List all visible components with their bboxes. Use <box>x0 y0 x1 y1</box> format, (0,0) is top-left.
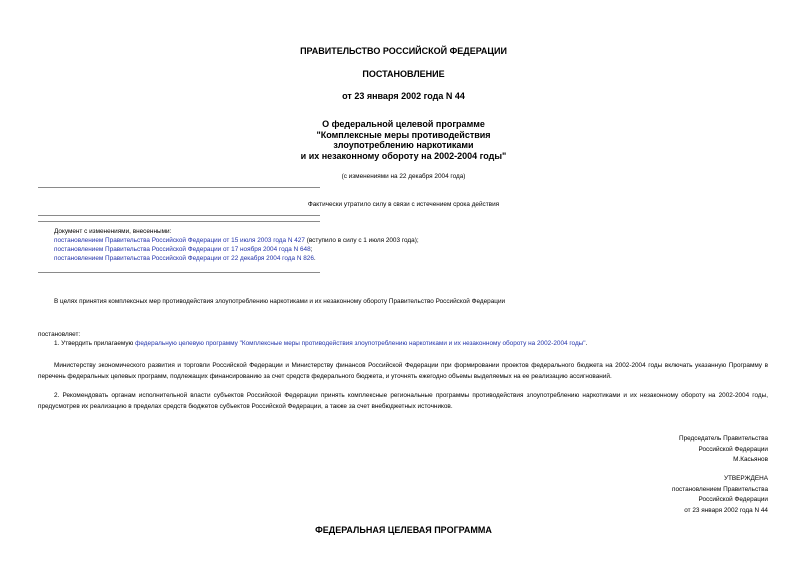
item-2: 2. Рекомендовать органам исполнительной власти субъектов Российской Федерации принять комплексные региональные программы противодействия злоупотреблению наркотиками и их незаконному обороту на 2002-2004 годы, предусмотрев их реализацию в пределах средств бюджетов субъектов Российской Федерации, а также за счет внебюджетных источников. <box>38 392 768 410</box>
approval-line: постановлением Правительства <box>672 485 768 493</box>
program-heading: ФЕДЕРАЛЬНАЯ ЦЕЛЕВАЯ ПРОГРАММА <box>315 525 492 535</box>
change-link[interactable]: постановлением Правительства Российской Федерации от 22 декабря 2004 года N 826 <box>54 255 314 262</box>
title-line: злоупотреблению наркотиками <box>333 140 474 150</box>
program-link[interactable]: федеральную целевую программу <box>135 340 238 347</box>
date-number-heading: от 23 января 2002 года N 44 <box>342 91 465 101</box>
signature-block <box>560 434 768 466</box>
signature-line: М.Касьянов <box>733 456 768 463</box>
approval-line: от 23 января 2002 года N 44 <box>684 506 768 514</box>
change-link[interactable]: постановлением Правительства Российской Федерации от 15 июля 2003 года N 427 <box>54 237 305 244</box>
approval-line: Российской Федерации <box>698 496 768 503</box>
status-note: Фактически утратило силу в связи с истечением срока действия <box>307 201 500 208</box>
preamble: В целях принятия комплексных мер противодействия злоупотреблению наркотиками и их незаконному обороту Правительство Российской Федерации <box>54 298 506 305</box>
divider <box>38 187 320 188</box>
doc-type-heading: ПОСТАНОВЛЕНИЕ <box>362 69 445 79</box>
document-title <box>0 119 807 161</box>
change-item: постановлением Правительства Российской Федерации от 17 ноября 2004 года N 648; <box>54 246 313 253</box>
ministries-paragraph: Министерству экономического развития и торговли Российской Федерации и Министерству финансов Российской Федерации при формировании проектов федерального бюджета на 2002-2004 годы включать указанную Программу в перечень федеральных целевых программ, подлежащих финансированию за счет средств федерального бюджета, и уточнять ежегодно объемы выделяемых на ее реализацию ассигнований. <box>38 362 768 380</box>
changes-intro: Документ с изменениями, внесенными: <box>54 228 172 235</box>
change-item: постановлением Правительства Российской Федерации от 22 декабря 2004 года N 826. <box>54 255 316 262</box>
item-1: 1. Утвердить прилагаемую федеральную целевую программу "Комплексные меры противодействия злоупотреблению наркотиками и их незаконному обороту на 2002-2004 годы". <box>54 340 588 347</box>
amended-note: (с изменениями на 22 декабря 2004 года) <box>341 173 466 180</box>
divider <box>38 221 320 222</box>
change-link[interactable]: постановлением Правительства Российской Федерации от 17 ноября 2004 года N 648 <box>54 246 311 253</box>
changes-block <box>54 227 754 263</box>
approval-line: УТВЕРЖДЕНА <box>723 475 768 482</box>
program-title-link[interactable]: "Комплексные меры противодействия злоупотреблению наркотиками и их незаконному обороту на 2002-2004 годы" <box>239 340 586 347</box>
divider <box>38 215 320 216</box>
change-item: постановлением Правительства Российской Федерации от 15 июля 2003 года N 427 (вступило в силу с 1 июля 2003 года); <box>54 237 419 244</box>
title-line: О федеральной целевой программе <box>322 119 485 129</box>
decides-text: постановляет: <box>38 331 81 338</box>
divider <box>38 272 320 273</box>
signature-line: Российской Федерации <box>698 445 768 453</box>
title-line: "Комплексные меры противодействия <box>316 129 491 140</box>
government-heading: ПРАВИТЕЛЬСТВО РОССИЙСКОЙ ФЕДЕРАЦИИ <box>300 46 507 56</box>
signature-line: Председатель Правительства <box>679 435 768 442</box>
title-line: и их незаконному обороту на 2002-2004 годы" <box>300 150 507 161</box>
approval-block <box>560 474 768 516</box>
